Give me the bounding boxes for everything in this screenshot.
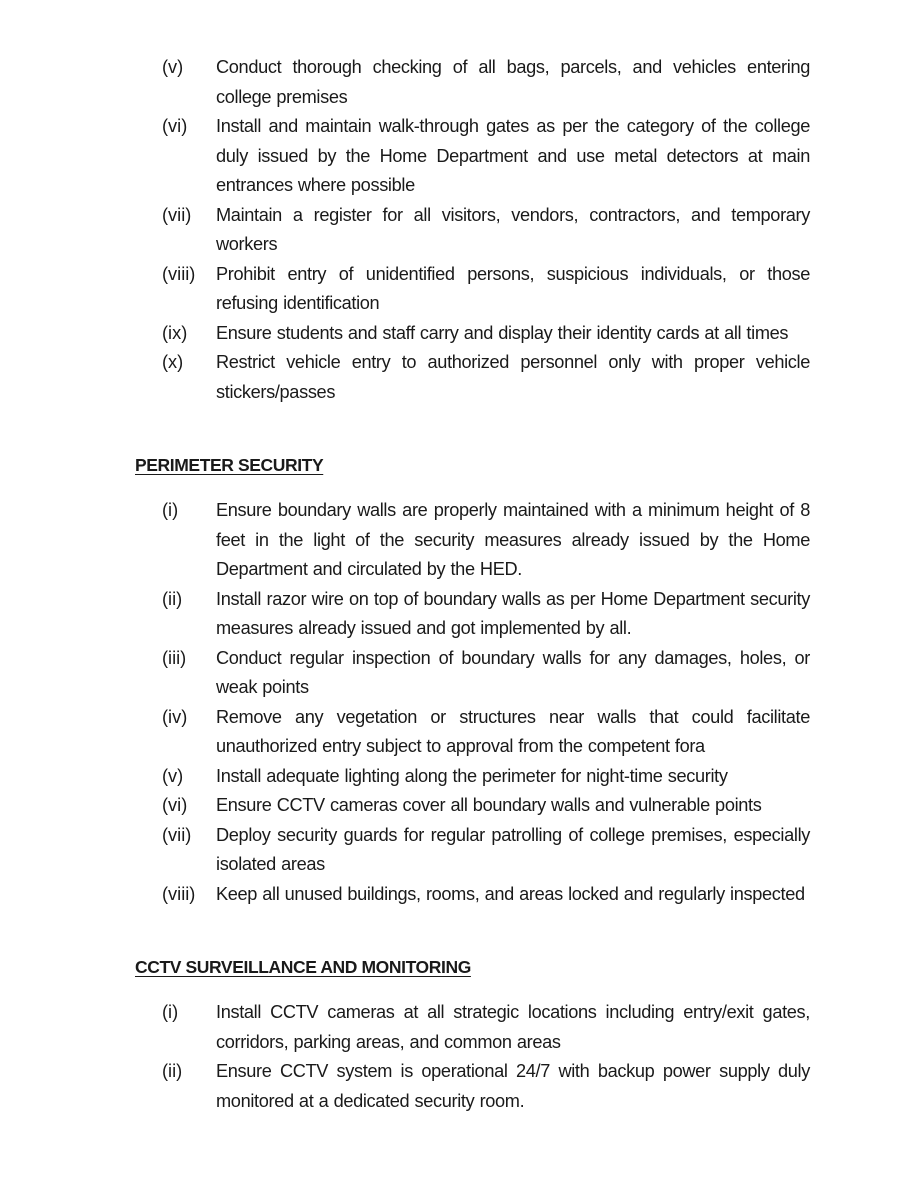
list-item — [162, 998, 810, 1057]
section-heading-cctv-surveillance: CCTV SURVEILLANCE AND MONITORING — [135, 957, 471, 977]
item-number: (ii) — [162, 1061, 183, 1081]
item-text: Maintain a register for all visitors, vendors, contractors, and temporary workers — [216, 204, 810, 254]
item-text: Ensure CCTV system is operational 24/7 with backup power supply duly monitored at a dedicated security room. — [216, 1061, 810, 1111]
item-text: Conduct regular inspection of boundary walls for any damages, holes, or weak points — [216, 647, 810, 697]
perimeter-security-list — [162, 496, 810, 909]
list-item — [162, 1057, 810, 1116]
list-item — [162, 585, 810, 644]
item-text: Ensure boundary walls are properly maintained with a minimum height of 8 feet in the light of the security measures already issued by the Home Department and circulated by the HED. — [216, 500, 810, 579]
item-number: (ix) — [162, 322, 188, 343]
item-number: (ii) — [162, 588, 183, 609]
item-number: (i) — [162, 500, 179, 520]
entry-control-list — [162, 53, 810, 407]
item-text: Restrict vehicle entry to authorized personnel only with proper vehicle stickers/passes — [216, 352, 810, 402]
list-item — [162, 791, 810, 821]
section-heading-perimeter-security: PERIMETER SECURITY — [135, 455, 324, 475]
list-item — [162, 112, 810, 201]
list-item — [162, 496, 810, 585]
item-text: Prohibit entry of unidentified persons, suspicious individuals, or those refusing identification — [216, 263, 810, 313]
item-number: (vi) — [162, 795, 188, 815]
item-number: (viii) — [162, 263, 196, 284]
item-text: Install CCTV cameras at all strategic locations including entry/exit gates, corridors, parking areas, and common areas — [216, 1002, 810, 1052]
item-text: Ensure students and staff carry and display their identity cards at all times — [216, 322, 789, 343]
item-text: Ensure CCTV cameras cover all boundary walls and vulnerable points — [216, 795, 762, 815]
item-number: (vii) — [162, 204, 192, 225]
item-text: Deploy security guards for regular patrolling of college premises, especially isolated areas — [216, 824, 810, 874]
list-item — [162, 644, 810, 703]
list-item — [162, 821, 810, 880]
list-item — [162, 53, 810, 112]
item-text: Conduct thorough checking of all bags, parcels, and vehicles entering college premises — [216, 57, 810, 107]
item-text: Remove any vegetation or structures near walls that could facilitate unauthorized entry subject to approval from the competent fora — [216, 706, 810, 756]
list-item — [162, 348, 810, 407]
cctv-surveillance-list — [162, 998, 810, 1116]
item-number: (iv) — [162, 706, 188, 727]
list-item — [162, 260, 810, 319]
item-number: (iii) — [162, 647, 187, 668]
item-number: (viii) — [162, 883, 196, 904]
list-item — [162, 201, 810, 260]
list-item — [162, 880, 810, 910]
item-text: Install razor wire on top of boundary walls as per Home Department security measures already issued and got implemented by all. — [216, 588, 810, 638]
item-text: Install and maintain walk-through gates as per the category of the college duly issued by the Home Department and use metal detectors at main entrances where possible — [216, 116, 810, 195]
item-number: (vii) — [162, 824, 192, 845]
item-number: (i) — [162, 1002, 179, 1022]
item-number: (v) — [162, 57, 184, 77]
list-item — [162, 703, 810, 762]
item-number: (v) — [162, 765, 184, 786]
item-text: Install adequate lighting along the perimeter for night-time security — [216, 765, 728, 786]
item-number: (x) — [162, 352, 184, 372]
list-item — [162, 319, 810, 349]
item-text: Keep all unused buildings, rooms, and areas locked and regularly inspected — [216, 883, 805, 904]
item-number: (vi) — [162, 116, 188, 136]
list-item — [162, 762, 810, 792]
